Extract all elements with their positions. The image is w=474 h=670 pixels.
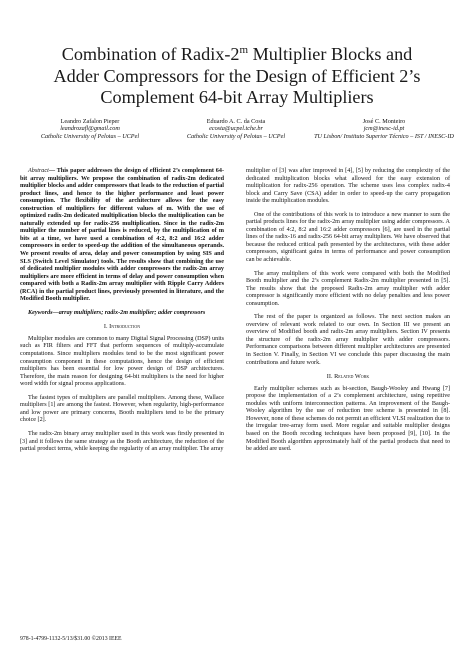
abstract: [20, 168, 224, 304]
keywords: [20, 310, 224, 318]
title-superscript: m: [239, 43, 249, 56]
section-heading-related-work: II. Related Work: [326, 373, 370, 381]
author-name: Eduardo A. C. da Costa: [206, 118, 266, 125]
author-name: José C. Monteiro: [362, 118, 406, 125]
author-2: [166, 118, 306, 140]
abstract-text: — This paper addresses the design of efficient 2’s complement 64-bit array multipliers. We propose the combination of radix-2m dedicated multiplier blocks and adder compressors that leads to the reduction of partial product lines, and hence to the higher performance and least power consumption. The flexibility of the architecture allows for the easy construction of multipliers for different values of m. With the use of optimized radix-2m dedicated multiplication blocks the multiplication can be naturally extended up for radix-256 multiplication. Since in the radix-2m multiplier the number of partial lines is reduced, by the multiplication of m bits at a time, we have used a combination of 4:2, 8:2 and 16:2 adder compressors in order to speed-up the addition of the simultaneous operands. We present results of area, delay and power consumption by using SIS and SLS (Switch Level Simulator) tools. The results show that combining the use of dedicated multiplier modules with adder compressors the radix-2m array multipliers are more efficient in terms of delay and power consumption when compared with both a Radix-2m array multiplier with Ripple Carry Adders (RCA) in the partial product lines, previously presented in literature, and the Modified Booth multiplier.: [20, 168, 224, 303]
paper-title: [20, 44, 454, 109]
author-affiliation: TU Lisbon/ Instituto Superior Técnico – IST / INESC-ID: [314, 132, 454, 140]
author-3: [314, 118, 454, 140]
title-line1-pre: Combination of Radix-2: [61, 44, 240, 64]
author-name: Leandro Zafalon Pieper: [60, 118, 120, 125]
paragraph: The rest of the paper is organized as follows. The next section makes an overview of relevant work related to our own. In Section III we present an overview of Modified booth and radix-2m array multipliers. Section IV presents the structure of the radix-2m array multiplier with adder compressors. Performance comparisons between different multiplier architectures are presented in Section V. Finally, in Section VI we conclude this paper discussing the main contributions and future work.: [246, 314, 450, 366]
title-line2: Adder Compressors for the Design of Efficient 2’s: [53, 65, 421, 86]
author-email[interactable]: ecosta@ucpel.tche.br: [209, 125, 263, 133]
copyright-footer: 978-1-4799-1132-5/13/$31.00 ©2013 IEEE: [20, 636, 122, 642]
left-column: [20, 168, 224, 460]
right-column: [246, 168, 450, 460]
author-1: [20, 118, 160, 140]
keywords-text: —array multipliers; radix-2m multiplier; adder compressors: [52, 309, 206, 316]
author-email[interactable]: jcm@inesc-id.pt: [363, 125, 405, 133]
paragraph: Multiplier modules are common to many Digital Signal Processing (DSP) units such as FIR filters and FFT that perform sequences of multiply-accumulate computations. Since multipliers modules tend to be the most significant power consumption component in these computations, hence the design of efficient multipliers has been essential for low power design of DSP architectures. Therefore, the main reason for designing 64-bit multipliers is the need for higher word width for signal process applications.: [20, 335, 224, 388]
paragraph: One of the contributions of this work is to introduce a new manner to sum the partial products lines for the radix-2m array multiplier using adder compressors. A combination of 4:2, 8:2 and 16:2 adder compressors [6], are used in the partial lines of the radix-16 and radix-256 64-bit array multipliers. We have observed that because the reduced critical path presented by the architectures, with these adder compressors, significant gains in terms of performance and power consumption can be achievable.: [246, 211, 450, 264]
paragraph: The radix-2m binary array multiplier used in this work was firstly presented in [3] and it follows the same strategy as the Booth architecture, the reduction of the partial product terms, while keeping the regularity of an array multiplier. The array: [20, 430, 224, 453]
author-email[interactable]: leandrozafl@gmail.com: [60, 125, 120, 133]
author-block: [20, 118, 454, 162]
paragraph: multiplier of [3] was after improved in [4], [5] by reducing the complexity of the dedicated multiplication blocks what allowed for the easy extension of multiplication for radix-256 operation. The scheme uses less complex radix-4 block and Carry Save (CSA) adder in order to speed-up the carry propagation inside the multiplication modules.: [246, 168, 450, 205]
title-line3: Complement 64-bit Array Multipliers: [100, 87, 374, 107]
title-line1-post: Multiplier Blocks and: [248, 44, 413, 64]
author-affiliation: Catholic University of Pelotas – UCPel: [186, 132, 286, 140]
paragraph: The fastest types of multipliers are parallel multipliers. Among these, Wallace multipliers [1] are among the fastest. However, when regularity, high-performance and low power are primary concerns, Booth multipliers tend to be the primary choice [2].: [20, 394, 224, 424]
author-affiliation: Catholic University of Pelotas – UCPel: [40, 132, 140, 140]
section-heading-introduction: I. Introduction: [103, 323, 141, 331]
keywords-label: Keywords: [28, 309, 53, 316]
paragraph: The array multipliers of this work were compared with both the Modified Booth multiplier and the 2’s complement Radix-2m multiplier presented in [5]. The results show that the proposed Radix-2m array multiplier with adder compressor is significantly more efficient with no delay penalties and less power consumption.: [246, 270, 450, 307]
paragraph: Early multiplier schemes such as bi-section, Baugh-Wooley and Hwang [7] propose the implementation of a 2’s complement architecture, using repetitive modules with uniform interconnection patterns. An improvement of the Baugh-Wooley algorithm by the use of reduction tree scheme is presented in [8]. However, none of these schemes do not permit an efficient VLSI realization due to the irregular tree-array form used. More regular and suitable multiplier designs based on the Booth recoding techniques have been proposed [9], [10]. In the Modified Booth algorithm approximately half of the partial products that need to be added are used.: [246, 385, 450, 453]
abstract-label: Abstract: [28, 168, 49, 174]
